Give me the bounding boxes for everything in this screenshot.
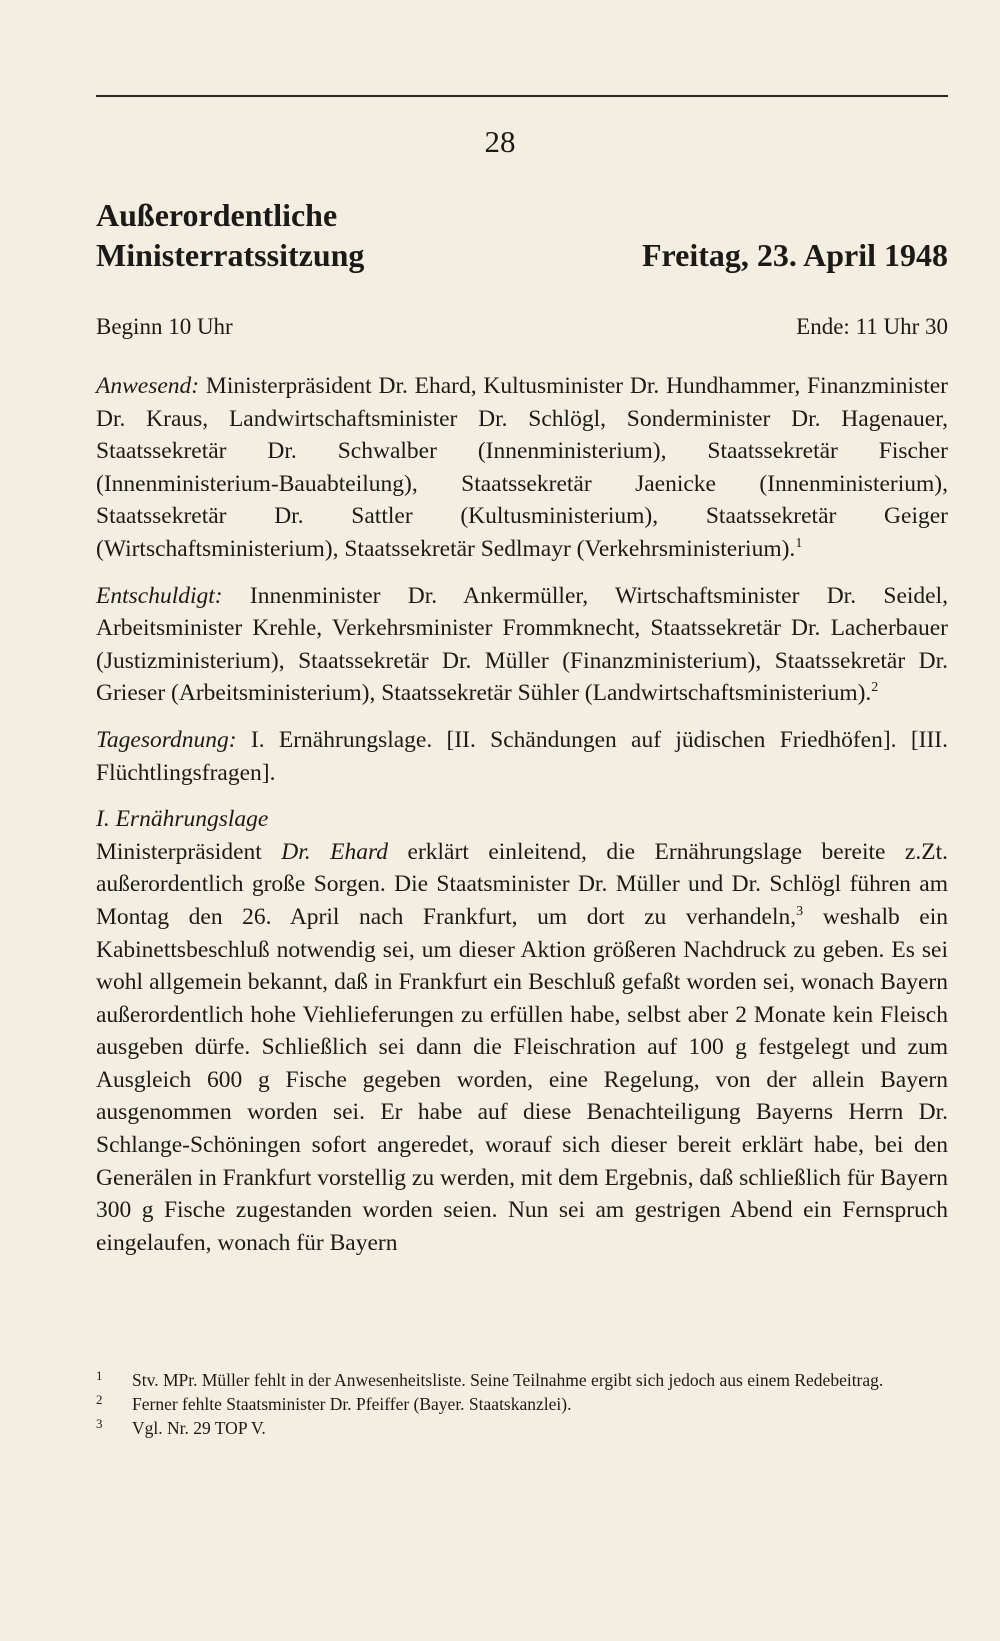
attendees-text: Ministerpräsident Dr. Ehard, Kultusminister Dr. Hundhammer, Finanzminister Dr. Kraus, Landwirtschaftsminister Dr. Schlögl, Sonderminister Dr. Hagenauer, Staatssekretär Dr. Schwalber (Innenministerium), Staatssekretär Fischer (Innenministerium-Bauabteilung), Staatssekretär Jaenicke (Innenministerium), Staatssekretär Dr. Sattler (Kultusministerium), Staatssekretär Geiger (Wirtschaftsministerium), Staatssekretär Sedlmayr (Verkehrsministerium). — [96, 373, 948, 562]
agenda-paragraph — [96, 724, 948, 789]
footnote-number: 1 — [96, 1368, 103, 1383]
paragraph-part-2: weshalb ein Kabinettsbeschluß notwendig sei, um dieser Aktion größeren Nachdruck zu geben. Es sei wohl allgemein bekannt, daß in Frankfurt ein Beschluß gefaßt worden sei, wonach Bayern außerordentlich hohe Viehlieferungen zu erfüllen habe, selbst aber 2 Monate kein Fleisch ausgeben dürfe. Schließlich sei dann die Fleischration auf 100 g festgelegt und zum Ausgleich 600 g Fische gegeben worden, eine Regelung, von der allein Bayern ausgenommen worden sei. Er habe auf diese Benachteiligung Bayerns Herrn Dr. Schlange-Schöningen sofort angeredet, worauf sich dieser bereit erklärt habe, bei den Generälen in Frankfurt vorstellig zu werden, mit dem Ergebnis, daß schließlich für Bayern 300 g Fische zugestanden worden seien. Nun sei am gestrigen Abend ein Fernspruch eingelaufen, wonach für Bayern — [96, 903, 949, 1256]
section-paragraph — [96, 836, 948, 1260]
footnote — [96, 1392, 948, 1416]
begin-time: Beginn 10 Uhr — [96, 314, 233, 339]
session-title — [96, 195, 364, 275]
excused-label: Entschuldigt: — [96, 582, 223, 609]
attendees-label: Anwesend: — [96, 373, 200, 399]
paragraph-start: Ministerpräsident — [96, 838, 282, 865]
session-date: Freitag, 23. April 1948 — [641, 237, 948, 273]
body-text — [96, 370, 948, 1273]
footnote-text: Vgl. Nr. 29 TOP V. — [132, 1418, 266, 1438]
footnote-number: 2 — [96, 1392, 103, 1407]
agenda-text: I. Ernährungslage. [II. Schändungen auf jüdischen Friedhöfen]. [III. Flüchtlingsfragen]. — [96, 726, 948, 786]
footnote-text: Stv. MPr. Müller fehlt in der Anwesenheitsliste. Seine Teilnahme ergibt sich jedoch aus einem Redebeitrag. — [132, 1370, 884, 1390]
header-rule — [96, 95, 948, 97]
page-number: 28 — [484, 124, 516, 159]
paragraph-part-1: erklärt einleitend, die Ernährungslage bereite z.Zt. außerordentlich große Sorgen. Die Staatsminister Dr. Müller und Dr. Schlögl führen am Montag den 26. April nach Frankfurt, um dort zu verhandeln, — [96, 838, 948, 930]
section-heading: I. Ernährungslage — [96, 806, 269, 833]
attendees-paragraph — [96, 370, 948, 566]
speaker-name: Dr. Ehard — [281, 838, 389, 865]
footnotes — [96, 1368, 948, 1440]
excused-text: Innenminister Dr. Ankermüller, Wirtschaftsminister Dr. Seidel, Arbeitsminister Krehle, Verkehrsminister Frommknecht, Staatssekretär Dr. Lacherbauer (Justizministerium), Staatssekretär Dr. Müller (Finanzministerium), Staatssekretär Dr. Grieser (Arbeitsministerium), Staatssekretär Sühler (Landwirtschaftsministerium). — [96, 582, 948, 707]
footnote-text: Ferner fehlte Staatsminister Dr. Pfeiffer (Bayer. Staatskanzlei). — [132, 1394, 572, 1414]
footnote-ref-3: 3 — [796, 904, 804, 920]
title-line-1: Außerordentliche — [96, 197, 338, 233]
session-times — [96, 312, 948, 342]
excused-paragraph — [96, 580, 948, 710]
footnote — [96, 1416, 948, 1440]
agenda-label: Tagesordnung: — [96, 726, 237, 753]
footnote — [96, 1368, 948, 1392]
footnote-ref-1: 1 — [795, 536, 803, 552]
title-line-2: Ministerratssitzung — [96, 237, 365, 273]
footnote-ref-2: 2 — [871, 680, 879, 696]
end-time: Ende: 11 Uhr 30 — [796, 314, 948, 339]
footnote-number: 3 — [96, 1416, 103, 1431]
